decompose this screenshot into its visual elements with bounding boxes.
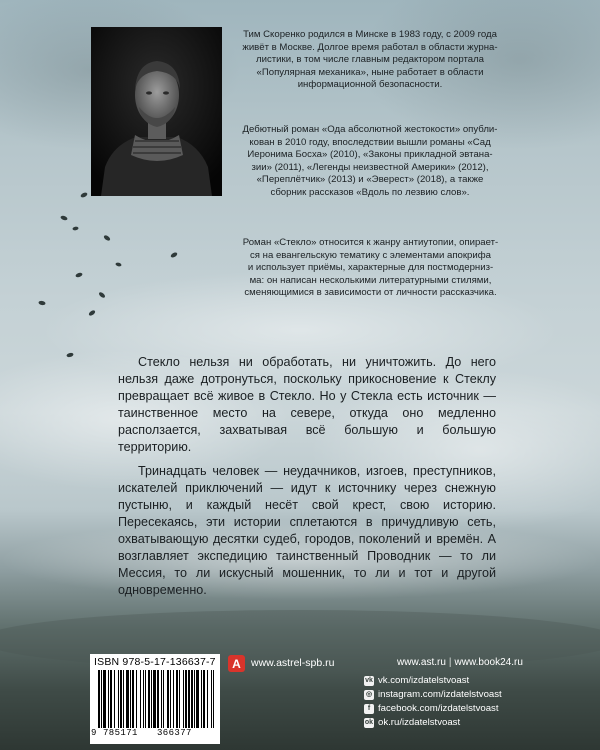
leaf-icon [80,192,88,198]
social-link-vk[interactable]: vk vk.com/izdatelstvoast [365,675,470,686]
vk-icon: vk [365,676,373,684]
facebook-icon: f [364,704,374,714]
barcode: ISBN 978-5-17-136637-7 9 785171 366377 [90,654,220,744]
leaf-icon [75,272,83,278]
author-works: Дебютный роман «Ода абсолютной жестокости» опубли- кован в 2010 году, впоследствии вышли романы «Сад Иеронима Босха» (2010), «Законы прикладной эвтана- зии» (2011), «Легенды неизвестной Америки» (2012), «Переплётчик» (2013) и «Эверест» (2018), а также сборник рассказов «Вдоль по лезвию слов». [242,124,498,198]
leaf-icon [72,226,79,231]
leaf-icon [115,262,122,267]
leaf-icon [38,300,46,306]
social-link-odnoklassniki[interactable]: ok ok.ru/izdatelstvoast [364,717,461,728]
publisher-links: www.ast.ru | www.book24.ru [397,657,523,668]
instagram-icon: ◎ [365,690,373,698]
publisher-website[interactable]: www.astrel-spb.ru [251,657,335,669]
book24-website-link[interactable]: www.book24.ru [454,657,523,668]
description-paragraph-1: Стекло нельзя ни обработать, ни уничтожить. До него нельзя даже дотронуться, поскольку прикосновение к Стеклу превращает всё живое в Стекло. Но у Стекла есть источник — таинственное место на севере, откуда оно медленно расползается, захватывая всё большую и большую территорию. [118,355,496,454]
social-link-facebook[interactable]: f facebook.com/izdatelstvoast [364,703,499,714]
leaf-icon [60,215,68,221]
odnoklassniki-icon: ok [364,718,374,726]
svg-text:А: А [232,657,241,671]
leaf-icon [98,292,106,298]
leaf-icon [66,352,74,358]
barcode-bars [98,670,214,728]
genre-note: Роман «Стекло» относится к жанру антиутопии, опирает- ся на евангельскую тематику с элементами апокрифа и использует приёмы, характерные для постмодерниз- ма: он написан несколькими литературными стилями, сменяющимися в зависимости от личности рассказчика. [242,237,499,299]
social-link-instagram[interactable]: ◎ instagram.com/izdatelstvoast [365,689,502,700]
author-photo [91,27,222,196]
description-paragraph-2: Тринадцать человек — неудачников, изгоев, преступников, искателей приключений — идут к источнику через снежную пустыню, и каждый несёт свой крест, свою историю. Пересекаясь, эти истории сплетаются в причудливую сеть, охватывающую десятки судеб, городов, поколений и времён. А возглавляет экспедицию таинственный Проводник — то ли Мессия, то ли искусный мошенник, то ли и тот и другой одновременно. [118,464,496,597]
leaf-icon [103,235,111,241]
ast-website-link[interactable]: www.ast.ru [397,657,446,668]
leaf-icon [170,252,178,258]
leaf-icon [88,310,96,316]
author-bio: Тим Скоренко родился в Минске в 1983 году, с 2009 года живёт в Москве. Долгое время работал в области журна- листики, в том числе главным редактором портала «Популярная механика», ныне работает в области информационной безопасности. [242,29,498,91]
ast-logo-icon [228,655,245,672]
isbn-number: ISBN 978-5-17-136637-7 [94,656,216,668]
